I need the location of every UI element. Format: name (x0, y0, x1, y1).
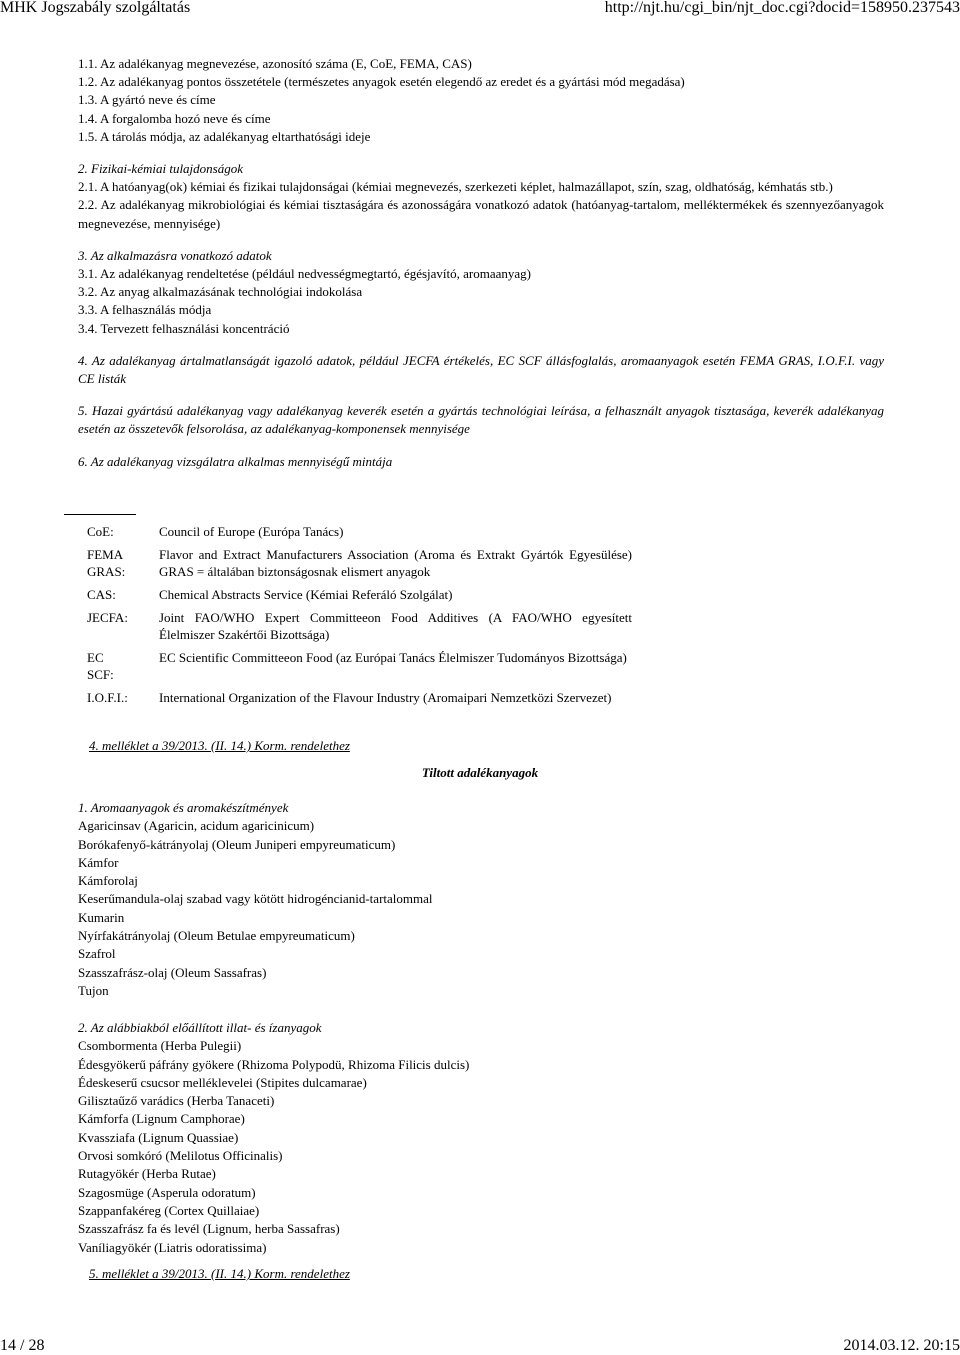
item-3-4: 3.4. Tervezett felhasználási koncentráció (78, 320, 290, 336)
abbreviation-row (87, 523, 632, 540)
abbreviation-row (87, 649, 632, 683)
forbidden-list-1 (78, 799, 433, 1000)
section-4: 4. Az adalékanyag ártalmatlanságát igazoló adatok, például JECFA értékelés, EC SCF állásfoglalás, aromaanyagok esetén FEMA GRAS, I.O.F.I. vagy CE listák (78, 352, 884, 387)
list-item: Agaricinsav (Agaricin, acidum agaricinicum) (78, 818, 315, 834)
section-6: 6. Az adalékanyag vizsgálatra alkalmas mennyiségű mintája (78, 453, 393, 469)
abbreviation-key: FEMA GRAS: (87, 547, 126, 579)
abbreviation-value: Council of Europe (Európa Tanács) (159, 524, 344, 539)
list-item: Tujon (78, 982, 109, 998)
list-item: Kámfor (78, 854, 119, 870)
abbreviation-value: Chemical Abstracts Service (Kémiai Referáló Szolgálat) (159, 587, 453, 602)
footnote-rule (64, 514, 136, 515)
list-item: Édeskeserű csucsor melléklevelei (Stipites dulcamarae) (78, 1074, 367, 1090)
item-1-1: 1.1. Az adalékanyag megnevezése, azonosító száma (E, CoE, FEMA, CAS) (78, 56, 472, 71)
item-2-2: 2.2. Az adalékanyag mikrobiológiai és kémiai tisztaságára és azonosságára vonatkozó adatok (hatóanyag-tartalom, melléktermékek és szennyezőanyagok megnevezése, mennyisége) (78, 197, 884, 231)
list-item: Szasszafrász fa és levél (Lignum, herba Sassafras) (78, 1221, 340, 1237)
page-url: http://njt.hu/cgi_bin/njt_doc.cgi?docid=158950.237543 (604, 0, 960, 16)
annex-4-link-wrap (89, 738, 350, 754)
abbreviation-key: I.O.F.I.: (87, 690, 128, 705)
print-timestamp: 2014.03.12. 20:15 (843, 1337, 960, 1354)
list-item: Szappanfakéreg (Cortex Quillaiae) (78, 1202, 260, 1218)
list-item: Kvassziafa (Lignum Quassiae) (78, 1129, 239, 1145)
list-item: Nyírfakátrányolaj (Oleum Betulae empyreumaticum) (78, 928, 355, 944)
section-5: 5. Hazai gyártású adalékanyag vagy adalékanyag keverék esetén a gyártás technológiai leírása, a felhasznált anyagok tisztasága, keverék adalékanyag esetén az összetevők felsorolása, az adalékanyag-komponensek mennyisége (78, 403, 884, 437)
annex-5-link[interactable]: 5. melléklet a 39/2013. (II. 14.) Korm. rendelethez (89, 1266, 350, 1281)
page-header (0, 0, 960, 20)
group-2-title: 2. Az alábbiakból előállított illat- és ízanyagok (78, 1020, 322, 1035)
item-2-1: 2.1. A hatóanyag(ok) kémiai és fizikai tulajdonságai (kémiai megnevezés, szerkezeti képlet, halmazállapot, szín, szag, oldhatóság, kémhatás stb.) (78, 179, 833, 195)
abbreviation-key: EC SCF: (87, 650, 114, 682)
group-1-title: 1. Aromaanyagok és aromakészítmények (78, 800, 289, 815)
list-item: Szafrol (78, 946, 116, 962)
list-item: Keserűmandula-olaj szabad vagy kötött hidrogéncianid-tartalommal (78, 891, 433, 907)
item-1-2: 1.2. Az adalékanyag pontos összetétele (természetes anyagok esetén elegendő az eredet és a gyártási mód megadása) (78, 74, 685, 90)
list-item: Vaníliagyökér (Liatris odoratissima) (78, 1239, 267, 1255)
abbreviation-key: CAS: (87, 587, 116, 602)
document-body-top (78, 55, 884, 471)
annex-4-title: Tiltott adalékanyagok (421, 765, 539, 780)
item-3-1: 3.1. Az adalékanyag rendeltetése (például nedvességmegtartó, égésjavító, aromaanyag) (78, 266, 532, 282)
abbreviation-row (87, 689, 632, 706)
annex-4-link[interactable]: 4. melléklet a 39/2013. (II. 14.) Korm. rendelethez (89, 738, 350, 753)
abbreviation-value: International Organization of the Flavour Industry (Aromaipari Nemzetközi Szervezet) (159, 690, 612, 705)
item-1-4: 1.4. A forgalomba hozó neve és címe (78, 110, 271, 126)
abbreviation-key: JECFA: (87, 610, 128, 625)
abbreviation-row (87, 586, 632, 603)
abbreviation-row (87, 546, 632, 580)
list-item: Szagosmüge (Asperula odoratum) (78, 1184, 256, 1200)
list-item: Édesgyökerű páfrány gyökere (Rhizoma Polypodü, Rhizoma Filicis dulcis) (78, 1056, 470, 1072)
abbreviation-row (87, 609, 632, 643)
list-item: Orvosi somkóró (Melilotus Officinalis) (78, 1148, 283, 1164)
annex-5-link-wrap (89, 1266, 350, 1282)
forbidden-list-2 (78, 1019, 469, 1257)
abbreviation-value: Flavor and Extract Manufacturers Association (Aroma és Extrakt Gyártók Egyesülése) GRAS = általában biztonságosnak elismert anyagok (159, 547, 632, 579)
item-1-3: 1.3. A gyártó neve és címe (78, 92, 216, 108)
list-item: Kámforolaj (78, 873, 138, 889)
section-2-title: 2. Fizikai-kémiai tulajdonságok (78, 161, 244, 177)
list-item: Borókafenyő-kátrányolaj (Oleum Juniperi empyreumaticum) (78, 836, 396, 852)
page-number: 14 / 28 (0, 1337, 45, 1354)
list-item: Kámforfa (Lignum Camphorae) (78, 1111, 245, 1127)
item-3-2: 3.2. Az anyag alkalmazásának technológiai indokolása (78, 284, 363, 300)
item-1-5: 1.5. A tárolás módja, az adalékanyag eltarthatósági ideje (78, 128, 371, 144)
abbreviation-value: Joint FAO/WHO Expert Committeeon Food Additives (A FAO/WHO egyesített Élelmiszer Szakértői Bizottsága) (159, 610, 632, 642)
item-3-3: 3.3. A felhasználás módja (78, 302, 212, 318)
list-item: Csombormenta (Herba Pulegii) (78, 1038, 242, 1054)
section-3-title: 3. Az alkalmazásra vonatkozó adatok (78, 247, 272, 263)
abbreviation-table (87, 514, 632, 712)
list-item: Kumarin (78, 909, 125, 925)
abbreviation-value: EC Scientific Committeeon Food (az Európai Tanács Élelmiszer Tudományos Bizottsága) (159, 650, 627, 665)
list-item: Rutagyökér (Herba Rutae) (78, 1166, 216, 1182)
list-item: Szasszafrász-olaj (Oleum Sassafras) (78, 964, 267, 980)
site-title: MHK Jogszabály szolgáltatás (0, 0, 191, 16)
list-item: Gilisztaűző varádics (Herba Tanaceti) (78, 1093, 275, 1109)
abbreviation-key: CoE: (87, 524, 114, 539)
